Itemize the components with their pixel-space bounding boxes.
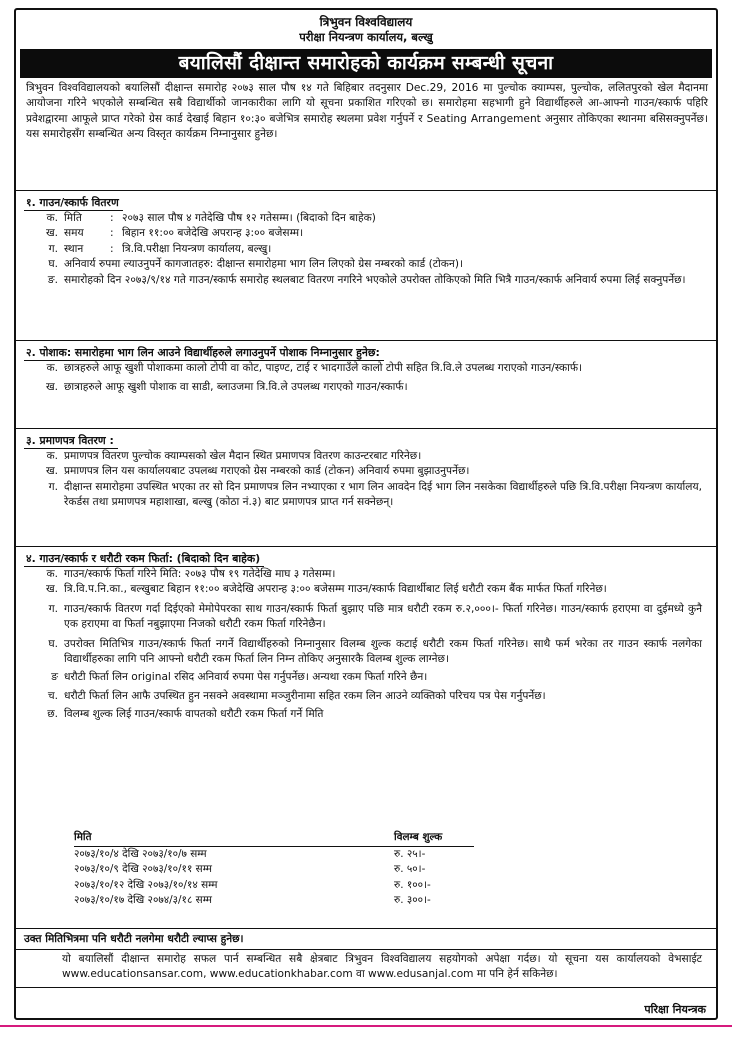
section-gown-return-deposit: [24, 546, 708, 723]
divider: [16, 928, 716, 929]
divider: [16, 340, 716, 341]
column-header-date: मिति: [74, 830, 394, 847]
signature: परिक्षा नियन्त्रक: [644, 1003, 706, 1016]
table-row: २०७३/१०/१७ देखि २०७४/३/१८ सम्म रु. ३००।-: [74, 894, 431, 907]
table-row: २०७३/१०/९ देखि २०७३/१०/११ सम्म रु. ५०।-: [74, 863, 426, 876]
notice-page: [14, 8, 718, 1020]
list-item: क. छात्रहरुले आफू खुशी पोशाकमा कालो टोपी वा कोट, पाइण्ट, टाई र भादगाउँले कालो टोपी सहित त्रि.वि.ले उपलब्ध गराएको गाउन/स्कार्फ।: [46, 362, 583, 374]
accent-line: [0, 1025, 732, 1027]
closing-section: [24, 928, 708, 988]
table-row: २०७३/१०/१२ देखि २०७३/१०/१४ सम्म रु. १००।-: [74, 878, 431, 891]
divider: [16, 987, 716, 988]
section-title: २. पोशाक: समारोहमा भाग लिन आउने विद्यार्थीहरुले लगाउनुपर्ने पोशाक निम्नानुसार हुनेछ:: [24, 345, 384, 361]
list-item: ङ. समारोहको दिन २०७३/९/१४ गते गाउन/स्कार्फ समारोह स्थलबाट वितरण नगरिने भएकोले उपरोक्त तोकिएको मिति भित्रै गाउन/स्कार्फ अनिवार्य रुपमा लिई सक्नुपर्नेछ।: [47, 273, 686, 286]
university-name: त्रिभुवन विश्वविद्यालय: [319, 15, 413, 29]
list-item: क. मिति : २०७३ साल पौष ४ गतेदेखि पौष १२ गतेसम्म। (बिदाको दिन बाहेक): [46, 212, 376, 224]
list-item: ङ धरौटी फिर्ता लिन original रसिद अनिवार्य रुपमा पेस गर्नुपर्नेछ। अन्यथा रकम फिर्ता गरिने छैन।: [51, 671, 428, 684]
office-name: परीक्षा नियन्त्रण कार्यालय, बल्खु: [299, 30, 433, 44]
list-item: क. गाउन/स्कार्फ फिर्ता गरिने मिति: २०७३ पौष १९ गतेदेखि माघ ३ गतेसम्म।: [46, 568, 336, 580]
lapse-notice: उक्त मितिभित्रमा पनि धरौटी नलगेमा धरौटी ल्याप्स हुनेछ।: [24, 933, 244, 945]
footer-paragraph: यो बयालिसौं दीक्षान्त समारोह सफल पार्न सम्बन्धित सबै क्षेत्रबाट त्रिभुवन विश्वविद्यालय सहयोगको अपेक्षा गर्दछ। यो सूचना यस कार्यालयको वेभसाईट www.educationsansar.com, www.educationkhabar.com वा www.edusanjal.com मा पनि हेर्न सकिनेछ।: [62, 953, 702, 981]
list-item: ग. दीक्षान्त समारोहमा उपस्थित भएका तर सो दिन प्रमाणपत्र लिन नभ्याएका र भाग लिन आवदेन दिई भाग लिन नसकेका विद्यार्थीहरुले पछि त्रि.वि.परीक्षा नियन्त्रण कार्यालय, रेकर्डस तथा प्रमाणपत्र महाशाखा, बल्खु (कोठा नं.३) बाट प्रमाणपत्र प्राप्त गर्न सक्नेछन्।: [48, 480, 702, 509]
section-dress-code: [24, 340, 708, 396]
list-item: ख. त्रि.वि.प.नि.का., बल्खुबाट बिहान ११:०० बजेदेखि अपरान्ह ३:०० बजेसम्म गाउन/स्कार्फ विद्यार्थीबाट लिई धरौटी रकम बैंक मार्फत फिर्ता गरिनेछ।: [45, 583, 607, 596]
list-item: क. प्रमाणपत्र वितरण पुल्चोक क्याम्पसको खेल मैदान स्थित प्रमाणपत्र वितरण काउन्टरबाट गरिनेछ।: [46, 450, 422, 462]
list-item: ख. छात्राहरुले आफू खुशी पोशाक वा साडी, ब्लाउजमा त्रि.वि.ले उपलब्ध गराएको गाउन/स्कार्फ।: [45, 381, 408, 394]
section-certificate-distribution: [24, 428, 708, 511]
divider: [16, 428, 716, 429]
list-item: घ. अनिवार्य रुपमा ल्याउनुपर्ने कागजातहरु: दीक्षान्त समारोहमा भाग लिन लिएको ग्रेस नम्बरको कार्ड (टोकन)।: [48, 258, 463, 271]
table-header-row: [74, 830, 474, 847]
section-title: ३. प्रमाणपत्र वितरण :: [24, 433, 118, 449]
section-gown-distribution: [24, 190, 708, 288]
list-item: ख. समय : बिहान ११:०० बजेदेखि अपरान्ह ३:०० बजेसम्म।: [45, 227, 304, 240]
list-item: घ. उपरोक्त मितिभित्र गाउन/स्कार्फ फिर्ता नगर्ने विद्यार्थीहरुको निम्नानुसार विलम्ब शुल्क कटाई धरौटी रकम फिर्ता गरिनेछ। साथै फर्म भरेका तर गाउन स्कार्फ नलगेका विद्यार्थीहरुका लागि पनि आफ्नो धरौटी रकम फिर्ता लिन निम्न तोकिए अनुसारकै विलम्ब शुल्क लाग्नेछ।: [48, 637, 702, 666]
list-item: ग. स्थान : त्रि.वि.परीक्षा नियन्त्रण कार्यालय, बल्खु।: [48, 242, 272, 255]
list-item: च. धरौटी फिर्ता लिन आफै उपस्थित हुन नसक्ने अवस्थामा मञ्जुरीनामा सहित रकम लिन आउने व्यक्तिको परिचय पत्र पेस गर्नुपर्नेछ।: [47, 689, 546, 702]
divider: [16, 949, 716, 950]
table-row: २०७३/१०/४ देखि २०७३/१०/७ सम्म रु. २५।-: [74, 848, 426, 860]
column-header-fee: विलम्ब शुल्क: [394, 830, 474, 847]
section-title: ४. गाउन/स्कार्फ र धरौटी रकम फिर्ता: (बिदाको दिन बाहेक): [24, 551, 264, 567]
divider: [16, 546, 716, 547]
list-item: छ. विलम्ब शुल्क लिई गाउन/स्कार्फ वापतको धरौटी रकम फिर्ता गर्ने मिति: [47, 708, 324, 721]
intro-paragraph: त्रिभुवन विश्वविद्यालयको बयालिसौं दीक्षान्त समारोह २०७३ साल पौष १४ गते बिहिबार तदनुसार Dec.29, 2016 मा पुल्चोक क्याम्पस, पुल्चोक, ललितपुरको खेल मैदानमा आयोजना गरिने भएकोले सम्बन्धित सबै विद्यार्थीको जानकारीका लागि यो सूचना प्रकाशित गरिएको छ। समारोहमा सहभागी हुने विद्यार्थीहरुले आ-आफ्नो गाउन/स्कार्फ पहिरि प्रवेशद्वारमा आफूले प्राप्त गरेको ग्रेस कार्ड देखाई बिहान १०:३० बजेभित्र समारोह स्थलमा प्रवेश गर्नुपर्ने र Seating Arrangement अनुसार तोकिएका स्थानमा बसिसक्नुपर्नेछ। यस समारोहसँग सम्बन्धित अन्य विस्तृत कार्यक्रम निम्नानुसार हुनेछ।: [26, 82, 708, 140]
notice-banner: बयालिसौं दीक्षान्त समारोहको कार्यक्रम सम्बन्धी सूचना: [20, 49, 712, 78]
section-title: १. गाउन/स्कार्फ वितरण: [24, 195, 123, 211]
late-fee-table: [74, 830, 474, 909]
list-item: ख. प्रमाणपत्र लिन यस कार्यालयबाट उपलब्ध गराएको ग्रेस नम्बरको कार्ड (टोकन) अनिवार्य रुपमा बुझाउनुपर्नेछ।: [45, 465, 470, 478]
list-item: ग. गाउन/स्कार्फ वितरण गर्दा दिईएको मेमोपेपरका साथ गाउन/स्कार्फ फिर्ता बुझाए पछि मात्र धरौटी रकम रु.२,०००।- फिर्ता गरिनेछ। गाउन/स्कार्फ हराएमा वा दुईमध्ये कुनै एक हराएमा वा फिर्ता नबुझाएमा निजको धरौटी रकम फिर्ता गरिनेछैन।: [48, 602, 702, 631]
divider: [16, 190, 716, 191]
